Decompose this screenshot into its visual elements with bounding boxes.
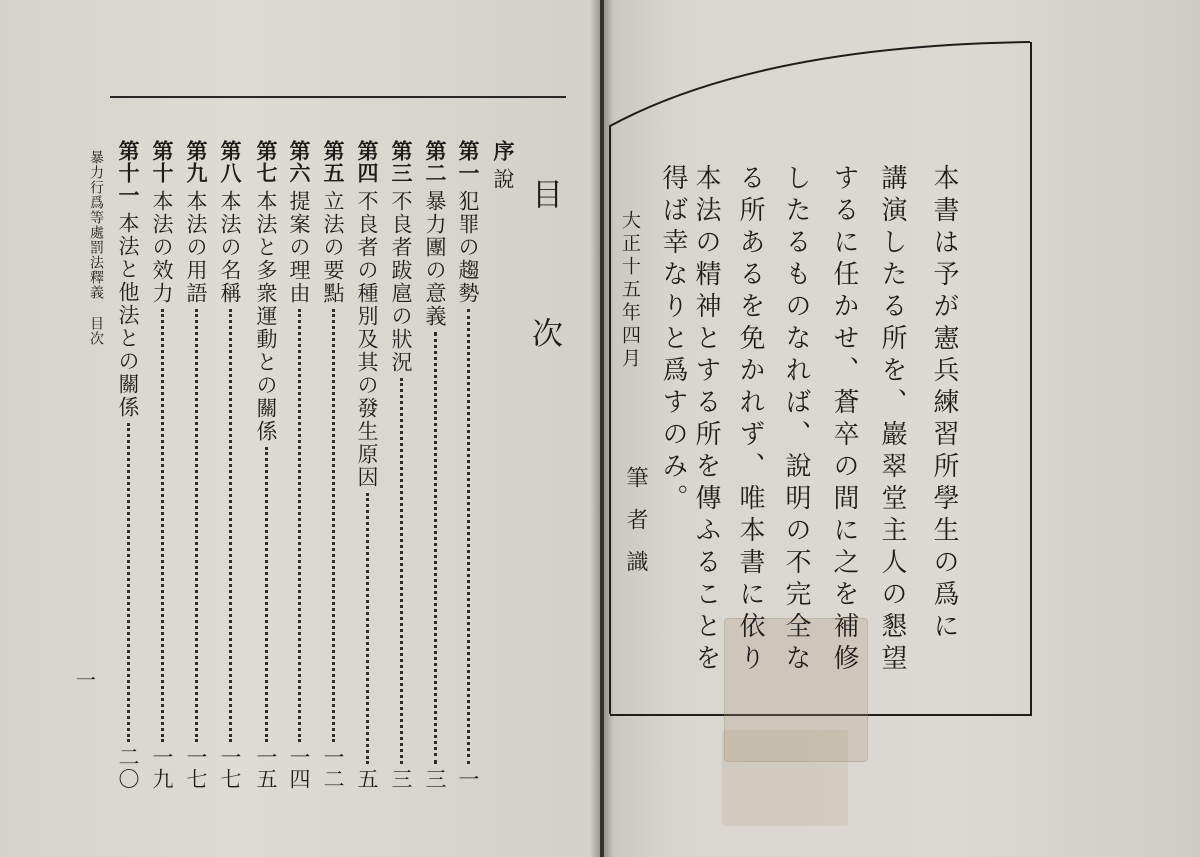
toc-entry-number: 第十一 [116, 140, 140, 206]
leader-dots [161, 309, 164, 742]
toc-entry-page: 一九 [150, 746, 174, 790]
toc-entry-title: 本法と多衆運動との關係 [254, 190, 278, 443]
toc-entry-number: 第一 [456, 140, 480, 184]
toc-entry-page: 一七 [218, 746, 242, 790]
toc-entry-page: 一五 [254, 746, 278, 790]
page-number: 一 [76, 668, 96, 692]
toc-entry-title: 立法の要點 [321, 190, 345, 305]
leader-dots [229, 309, 232, 742]
toc-entry-number: 第三 [389, 140, 413, 184]
toc-entry-number: 第六 [287, 140, 311, 184]
toc-entry [215, 140, 245, 790]
running-head [86, 150, 106, 346]
toc-entry [113, 140, 143, 790]
preface-line: するに任かせ、蒼卒の間に之を補修 [829, 164, 859, 676]
toc-entry [453, 140, 483, 790]
preface-line: 本法の精神とする所を傳ふることを [691, 164, 721, 676]
toc-entry-number: 第九 [184, 140, 208, 184]
leader-dots [366, 493, 369, 764]
toc-entry-page: 一七 [184, 746, 208, 790]
top-rule [110, 96, 566, 98]
toc-entry-number: 第二 [423, 140, 447, 184]
leader-dots [332, 309, 335, 742]
toc-entry [284, 140, 314, 790]
toc-entry-number: 第八 [218, 140, 242, 184]
toc-entry-page: 五 [355, 768, 379, 790]
running-head-section: 目次 [88, 316, 104, 346]
toc-entry [420, 140, 450, 790]
preface-line: 得ば幸なりと爲すのみ。 [658, 164, 688, 516]
toc-entry-page: 三 [389, 768, 413, 790]
toc-entry [318, 140, 348, 790]
toc-entry-page: 二〇 [116, 746, 140, 790]
toc-entry-title: 本法と他法との關係 [116, 212, 140, 419]
toc-entry [251, 140, 281, 790]
toc-entry-preface [488, 140, 518, 790]
toc-entry-title: 本法の用語 [184, 190, 208, 305]
preface-line: 本書は予が憲兵練習所學生の爲に [929, 164, 959, 644]
toc-entry-number: 第七 [254, 140, 278, 184]
toc-entry-title: 不良者の種別及其の發生原因 [355, 190, 379, 489]
toc-entry-title: 不良者跋扈の狀況 [389, 190, 413, 374]
toc-entry-title: 犯罪の趨勢 [456, 190, 480, 305]
leader-dots [298, 309, 301, 742]
leader-dots [127, 423, 130, 742]
leader-dots [400, 378, 403, 764]
preface-line: したるものなれば、說明の不完全な [781, 164, 811, 676]
toc-entry-number: 第五 [321, 140, 345, 184]
leader-dots [195, 309, 198, 742]
leader-dots [265, 447, 268, 742]
toc-entry-title: 暴力團の意義 [423, 190, 447, 328]
preface-line: 講演したる所を、巖翠堂主人の懇望 [877, 164, 907, 676]
toc-entry-page: 一四 [287, 746, 311, 790]
toc-entry-title: 本法の名稱 [218, 190, 242, 305]
running-head-title: 暴力行爲等處罰法釋義 [88, 150, 104, 300]
toc-entry-page: 一二 [321, 746, 345, 790]
toc-entry-number: 第四 [355, 140, 379, 184]
toc-entry-title: 本法の效力 [150, 190, 174, 305]
leader-dots [467, 309, 470, 764]
toc-entry-title: 說 [491, 168, 515, 191]
preface-date: 大正十五年四月 [619, 210, 641, 371]
toc-entry-number: 序 [491, 140, 515, 162]
preface-line: る所あるを免かれず、唯本書に依り [735, 164, 765, 676]
toc-entry [352, 140, 382, 790]
toc-entry-number: 第十 [150, 140, 174, 184]
seal-shadow [722, 730, 848, 826]
leader-dots [434, 332, 437, 764]
toc-entry [386, 140, 416, 790]
toc-title: 目 次 [526, 178, 562, 384]
toc-entry [147, 140, 177, 790]
toc-entry [181, 140, 211, 790]
toc-entry-page: 三 [423, 768, 447, 790]
toc-entry-title: 提案の理由 [287, 190, 311, 305]
toc-entry-page: 一 [456, 768, 480, 790]
preface-signature: 筆者識 [623, 466, 648, 592]
